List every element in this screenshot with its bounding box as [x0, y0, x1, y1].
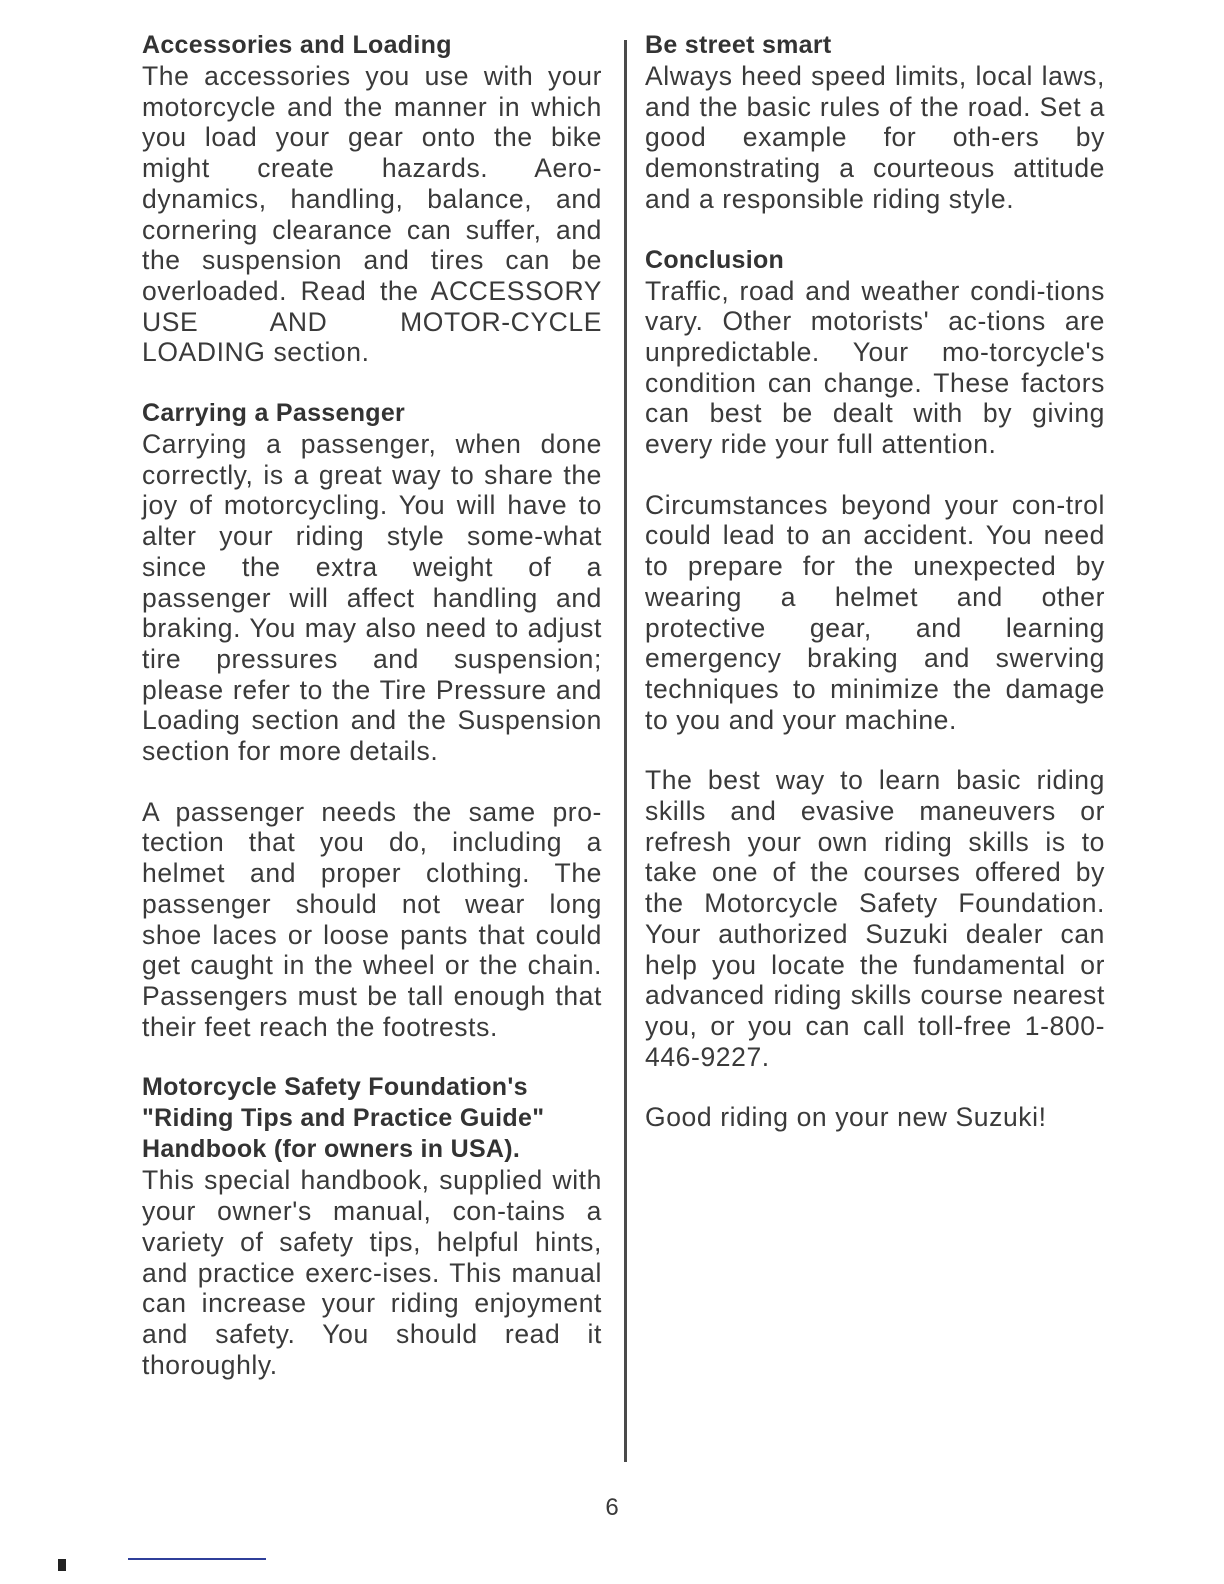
section-heading: Be street smart — [645, 31, 832, 59]
corner-mark — [58, 1559, 66, 1571]
column-divider — [624, 40, 627, 1462]
left-column — [142, 30, 602, 1410]
section-conclusion — [645, 245, 1105, 1134]
section-heading: Accessories and Loading — [142, 31, 452, 59]
body-paragraph: The best way to learn basic riding skills and evasive maneuvers or refresh your own riding skills is to take one of the courses offered by the Motorcycle Safety Foundation. Your authorized Suzuki dealer can help you locate the fundamental or advanced riding skills course nearest you, or you can call toll-free 1-800-446-9227. — [645, 765, 1105, 1072]
body-paragraph: Carrying a passenger, when done correctly, is a great way to share the joy of motorcycling. You will have to alter your riding style some-what since the extra weight of a passenger will affect handling and braking. You may also need to adjust tire pressures and suspension; please refer to the Tire Pressure and Loading section and the Suspension section for more details. — [142, 429, 602, 767]
body-paragraph: Traffic, road and weather condi-tions vary. Other motorists' ac-tions are unpredictable. Your mo-torcycle's condition can change. These factors can best be dealt with by giving every ride your full attention. — [645, 275, 1105, 460]
section-heading: Motorcycle Safety Foundation's "Riding Tips and Practice Guide" Handbook (for owners in USA). — [142, 1073, 545, 1164]
closing-line: Good riding on your new Suzuki! — [645, 1102, 1047, 1133]
body-paragraph: This special handbook, supplied with your owner's manual, con-tains a variety of safety tips, helpful hints, and practice exerc-ises. This manual can increase your riding enjoyment and safety. You should read it thoroughly. — [142, 1165, 602, 1380]
bottom-rule — [128, 1558, 266, 1560]
section-accessories-and-loading — [142, 30, 602, 368]
section-heading: Conclusion — [645, 245, 785, 274]
section-carrying-a-passenger — [142, 398, 602, 1042]
body-paragraph: Always heed speed limits, local laws, and the basic rules of the road. Set a good example for oth-ers by demonstrating a courteous attitude and a responsible riding style. — [645, 61, 1105, 214]
page-number: 6 — [605, 1494, 619, 1521]
section-heading: Carrying a Passenger — [142, 399, 406, 428]
section-msf-handbook — [142, 1072, 602, 1380]
section-be-street-smart — [645, 30, 1105, 215]
right-column — [645, 30, 1105, 1163]
body-paragraph: A passenger needs the same pro-tection that you do, including a helmet and proper clothing. The passenger should not wear long shoe laces or loose pants that could get caught in the wheel or the chain. Passengers must be tall enough that their feet reach the footrests. — [142, 796, 602, 1042]
body-paragraph: Circumstances beyond your con-trol could lead to an accident. You need to prepare for the unexpected by wearing a helmet and other protective gear, and learning emergency braking and swerving techniques to minimize the damage to you and your machine. — [645, 489, 1105, 735]
body-paragraph: The accessories you use with your motorcycle and the manner in which you load your gear onto the bike might create hazards. Aero-dynamics, handling, balance, and cornering clearance can suffer, and the suspension and tires can be overloaded. Read the ACCESSORY USE AND MOTOR-CYCLE LOADING section. — [142, 61, 602, 368]
